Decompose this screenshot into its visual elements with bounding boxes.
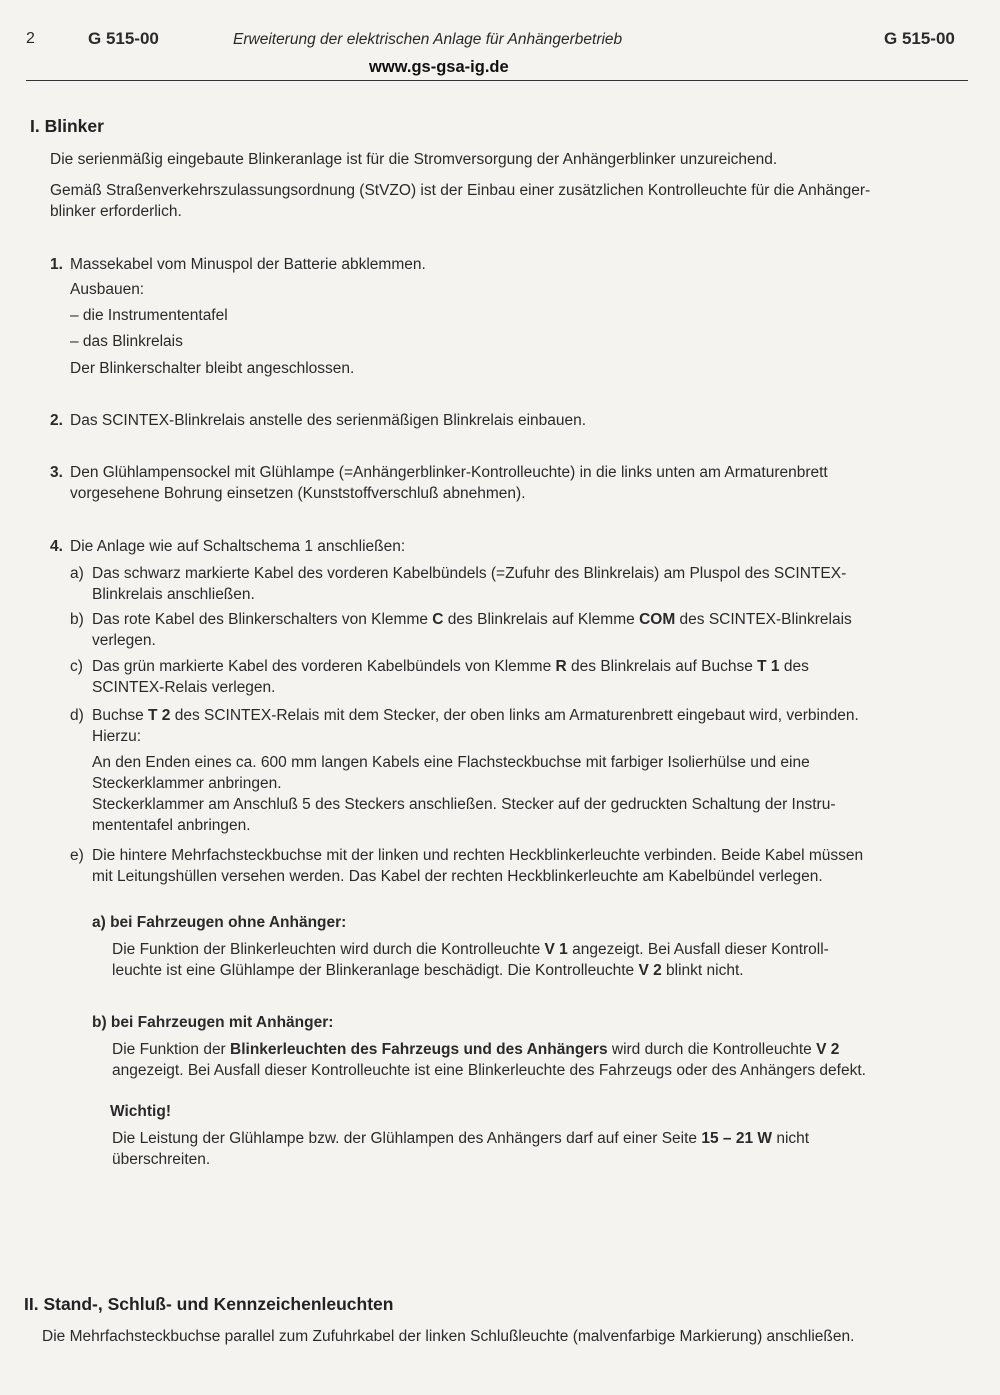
document-code-right: G 515-00 [884, 29, 955, 48]
header-divider [26, 80, 968, 81]
step-4d-line-5: Steckerklammer am Anschluß 5 des Steckers anschließen. Stecker auf der gedruckten Schaltung der Instru- [92, 796, 836, 813]
case-b-line-1: Die Funktion der Blinkerleuchten des Fahrzeugs und des Anhängers wird durch die Kontrolleuchte V 2 [112, 1041, 840, 1058]
step-4d-label: d) [70, 707, 84, 724]
case-a-line-1: Die Funktion der Blinkerleuchten wird durch die Kontrolleuchte V 1 angezeigt. Bei Ausfall dieser Kontroll- [112, 941, 829, 958]
section-heading-blinker: I. Blinker [30, 116, 104, 136]
step-4a-label: a) [70, 565, 84, 582]
terminal-com: COM [639, 611, 676, 628]
step-4c-line-2: SCINTEX-Relais verlegen. [92, 679, 276, 696]
indicator-v2-case-b: V 2 [816, 1041, 840, 1058]
important-heading: Wichtig! [110, 1103, 171, 1120]
step-4a-line-1: Das schwarz markierte Kabel des vorderen Kabelbündels (=Zufuhr des Blinkrelais) am Pluspol des SCINTEX- [92, 565, 847, 582]
intro-paragraph-1: Die serienmäßig eingebaute Blinkeranlage ist für die Stromversorgung der Anhängerblinker unzureichend. [50, 151, 778, 168]
case-a-heading: a) bei Fahrzeugen ohne Anhänger: [92, 914, 347, 931]
step-1-number: 1. [50, 256, 63, 273]
step-4c-line-1: Das grün markierte Kabel des vorderen Kabelbündels von Klemme R des Blinkrelais auf Buchse T 1 des [92, 658, 809, 675]
intro-paragraph-2-line-1: Gemäß Straßenverkehrszulassungsordnung (StVZO) ist der Einbau einer zusätzlichen Kontrolleuchte für die Anhänger- [50, 182, 871, 199]
case-a-line-2: leuchte ist eine Glühlampe der Blinkeranlage beschädigt. Die Kontrolleuchte V 2 blinkt nicht. [112, 962, 744, 979]
step-4-text: Die Anlage wie auf Schaltschema 1 anschließen: [70, 538, 406, 555]
step-4d-line-2: Hierzu: [92, 728, 142, 745]
step-1-dash-item-2: – das Blinkrelais [70, 333, 183, 350]
socket-t1: T 1 [757, 658, 780, 675]
case-b-line-2: angezeigt. Bei Ausfall dieser Kontrolleuchte ist eine Blinkerleuchte des Fahrzeugs oder des Anhängers defekt. [112, 1062, 866, 1079]
step-1-text: Massekabel vom Minuspol der Batterie abklemmen. [70, 256, 426, 273]
step-1-note: Der Blinkerschalter bleibt angeschlossen. [70, 360, 355, 377]
document-title: Erweiterung der elektrischen Anlage für Anhängerbetrieb [233, 31, 623, 48]
step-2-number: 2. [50, 412, 63, 429]
step-4d-line-6: mententafel anbringen. [92, 817, 251, 834]
step-4d-line-3: An den Enden eines ca. 600 mm langen Kabels eine Flachsteckbuchse mit farbiger Isolierhülse und eine [92, 754, 810, 771]
intro-paragraph-2-line-2: blinker erforderlich. [50, 203, 182, 220]
indicator-v2: V 2 [638, 962, 662, 979]
step-4e-line-1: Die hintere Mehrfachsteckbuchse mit der linken und rechten Heckblinkerleuchte verbinden. Beide Kabel müssen [92, 847, 864, 864]
step-3-line-1: Den Glühlampensockel mit Glühlampe (=Anhängerblinker-Kontrolleuchte) in die links unten am Armaturenbrett [70, 464, 828, 481]
step-4e-line-2: mit Leitungshüllen versehen werden. Das Kabel der rechten Heckblinkerleuchte am Kabelbündel verlegen. [92, 868, 823, 885]
terminal-c: C [432, 611, 444, 628]
page-number: 2 [26, 30, 35, 47]
case-b-heading: b) bei Fahrzeugen mit Anhänger: [92, 1014, 334, 1031]
step-4b-line-2: verlegen. [92, 632, 156, 649]
step-4e-label: e) [70, 847, 84, 864]
website-url[interactable]: www.gs-gsa-ig.de [369, 58, 509, 76]
step-3-number: 3. [50, 464, 63, 481]
section-2-text: Die Mehrfachsteckbuchse parallel zum Zufuhrkabel der linken Schlußleuchte (malvenfarbige Markierung) anschließen. [42, 1328, 855, 1345]
step-1-ausbauen: Ausbauen: [70, 281, 145, 298]
step-4a-line-2: Blinkrelais anschließen. [92, 586, 255, 603]
step-4b-line-1: Das rote Kabel des Blinkerschalters von Klemme C des Blinkrelais auf Klemme COM des SCINTEX-Blinkrelais [92, 611, 852, 628]
step-2-text: Das SCINTEX-Blinkrelais anstelle des serienmäßigen Blinkrelais einbauen. [70, 412, 587, 429]
terminal-r: R [555, 658, 567, 675]
socket-t2: T 2 [148, 707, 171, 724]
step-4d-line-4: Steckerklammer anbringen. [92, 775, 282, 792]
step-4c-label: c) [70, 658, 83, 675]
step-4d-line-1: Buchse T 2 des SCINTEX-Relais mit dem Stecker, der oben links am Armaturenbrett eingebaut wird, verbinden. [92, 707, 859, 724]
section-heading-lights: II. Stand-, Schluß- und Kennzeichenleuchten [24, 1294, 394, 1314]
step-3-line-2: vorgesehene Bohrung einsetzen (Kunststoffverschluß abnehmen). [70, 485, 526, 502]
indicator-v1: V 1 [544, 941, 568, 958]
step-4b-label: b) [70, 611, 84, 628]
wattage-range: 15 – 21 W [701, 1130, 773, 1147]
important-line-1: Die Leistung der Glühlampe bzw. der Glühlampen des Anhängers darf auf einer Seite 15 – 21 W nicht [112, 1130, 810, 1147]
step-4-number: 4. [50, 538, 63, 555]
step-1-dash-item-1: – die Instrumententafel [70, 307, 228, 324]
document-code-left: G 515-00 [88, 29, 159, 48]
important-line-2: überschreiten. [112, 1151, 211, 1168]
